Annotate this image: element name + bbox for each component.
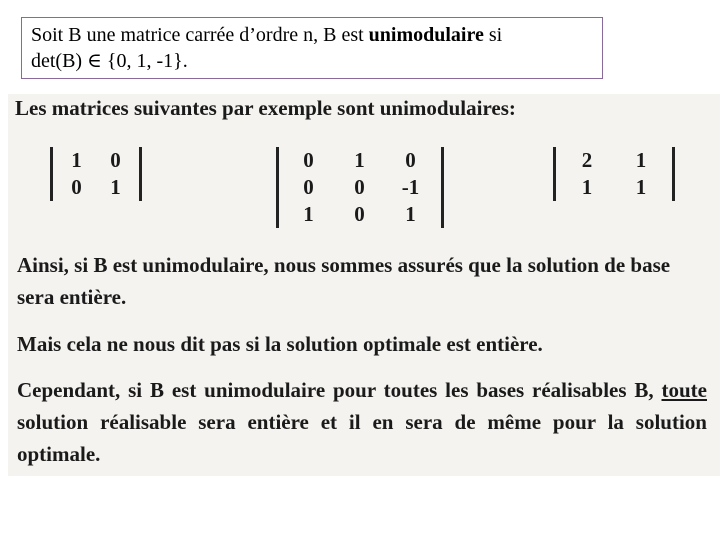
matrix-example-2 bbox=[276, 147, 444, 228]
matrix-row bbox=[283, 147, 437, 174]
matrix-row bbox=[57, 147, 135, 174]
matrix-cell: 2 bbox=[581, 148, 593, 172]
matrix-cell: 1 bbox=[71, 148, 82, 172]
matrix-row bbox=[283, 201, 437, 228]
matrix-row bbox=[560, 147, 668, 174]
definition-text: Soit B une matrice carrée d’ordre n, B est bbox=[31, 24, 369, 46]
matrix-row bbox=[283, 174, 437, 201]
paragraph-feasible-bases bbox=[17, 374, 707, 470]
matrix-cell: 0 bbox=[354, 202, 365, 226]
definition-box bbox=[21, 17, 603, 79]
matrix-cell: 0 bbox=[405, 148, 416, 172]
definition-formula: det(B) ∈ {0, 1, -1}. bbox=[31, 50, 188, 72]
matrix-row bbox=[560, 174, 668, 201]
matrix-cell: 1 bbox=[110, 175, 121, 199]
matrix-example-1 bbox=[50, 147, 142, 201]
matrix-cell: 0 bbox=[354, 175, 365, 199]
matrix-cell: 0 bbox=[71, 175, 82, 199]
matrix-cell: -1 bbox=[401, 175, 420, 199]
underlined-word: toute bbox=[661, 378, 707, 402]
paragraph-basic-solution: Ainsi, si B est unimodulaire, nous sommes assurés que la solution de base sera entière. bbox=[17, 253, 671, 309]
matrix-cell: 1 bbox=[581, 175, 593, 199]
matrix-cell: 1 bbox=[354, 148, 365, 172]
definition-term: unimodulaire bbox=[368, 24, 484, 46]
paragraph-text-end: solution réalisable sera entière et il en sera de même pour la solution optimale. bbox=[17, 410, 707, 466]
matrix-example-3 bbox=[553, 147, 675, 201]
matrix-cell: 0 bbox=[303, 148, 314, 172]
matrix-cell: 0 bbox=[110, 148, 121, 172]
matrix-cell: 1 bbox=[635, 175, 647, 199]
scanned-page bbox=[8, 94, 720, 476]
matrix-cell: 0 bbox=[303, 175, 314, 199]
examples-heading: Les matrices suivantes par exemple sont unimodulaires: bbox=[15, 96, 516, 120]
matrix-row bbox=[57, 174, 135, 201]
paragraph-text: Cependant, si B est unimodulaire pour toutes les bases réalisables B, bbox=[17, 378, 662, 402]
matrix-cell: 1 bbox=[635, 148, 647, 172]
paragraph-optimal-solution: Mais cela ne nous dit pas si la solution optimale est entière. bbox=[17, 332, 543, 356]
matrix-cell: 1 bbox=[303, 202, 314, 226]
definition-text-end: si bbox=[483, 24, 503, 46]
matrix-cell: 1 bbox=[405, 202, 416, 226]
